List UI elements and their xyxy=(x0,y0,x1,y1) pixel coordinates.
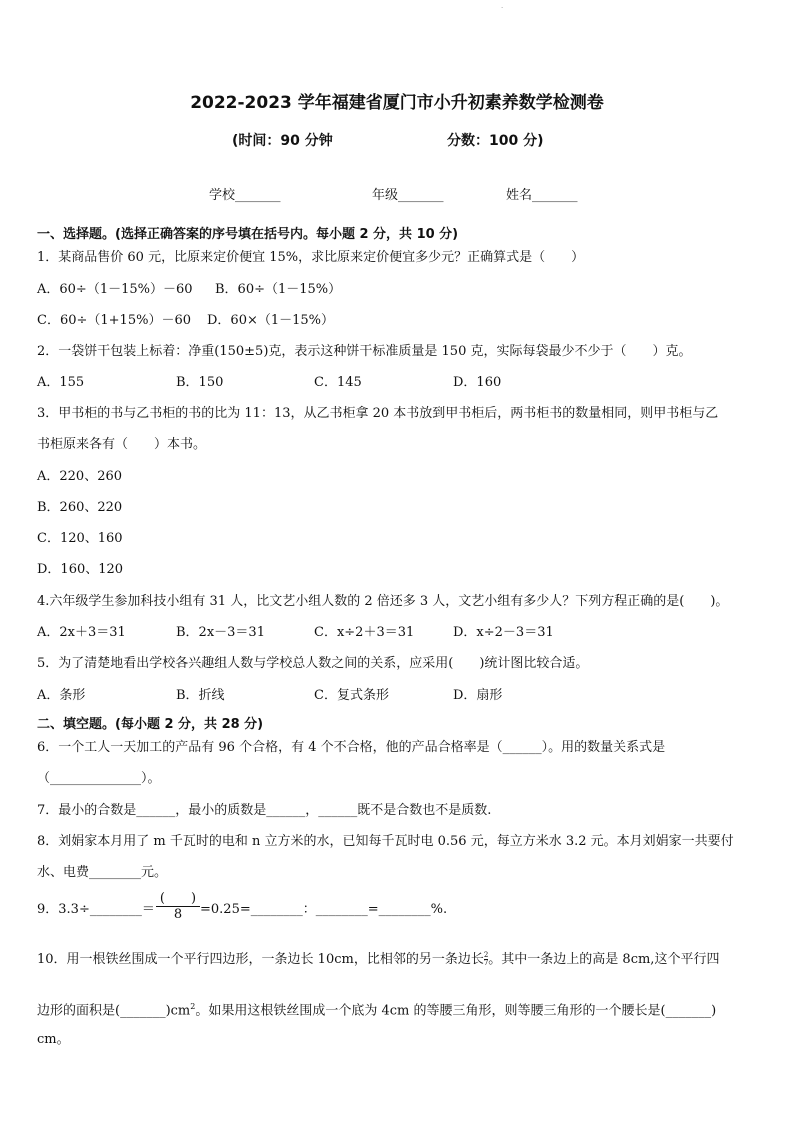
page-title: 2022-2023 学年福建省厦门市小升初素养数学检测卷 xyxy=(190,93,604,113)
q10-line2 xyxy=(37,999,716,1019)
q10-fraction-denominator: 7 xyxy=(483,959,489,967)
exam-score: 分数：100 分) xyxy=(447,133,544,149)
q3-stem-line1: 3．甲书柜的书与乙书柜的书的比为 11：13，从乙书柜拿 20 本书放到甲书柜后，两书柜书的数量相同，则甲书柜与乙 xyxy=(37,406,719,421)
q9-fraction-denominator: 8 xyxy=(156,906,200,922)
q10-line2-part-b: 。如果用这根铁丝围成一个底为 4cm 的等腰三角形，则等腰三角形的一个腰长是(_______) xyxy=(195,1003,717,1019)
q9-fraction-numerator: ( ) xyxy=(159,891,197,906)
section-heading-fill: 二、填空题。(每小题 2 分，共 28 分) xyxy=(37,717,264,732)
q5-stem: 5．为了清楚地看出学校各兴趣组人数与学校总人数之间的关系，应采用( )统计图比较合适。 xyxy=(37,656,589,671)
q3-option-d: D．160、120 xyxy=(37,562,124,577)
q10-line2-part-a: 边形的面积是(_______)cm xyxy=(37,1003,191,1019)
q2-option-d: D．160 xyxy=(453,375,502,390)
q9-fraction xyxy=(156,887,200,922)
q3-option-c: C．120、160 xyxy=(37,531,123,546)
q7-text: 7．最小的合数是______，最小的质数是______，______既不是合数也不是质数. xyxy=(37,803,492,818)
q5-option-b: B．折线 xyxy=(176,688,225,703)
q6-line2: （______________）。 xyxy=(37,771,161,786)
q10-line3: cm。 xyxy=(37,1032,70,1047)
q6-line1: 6．一个工人一天加工的产品有 96 个合格，有 4 个不合格，他的产品合格率是（______）。用的数量关系式是 xyxy=(37,740,666,755)
q8-line2: 水、电费________元。 xyxy=(37,865,168,880)
q9-left: 9．3.3÷________＝ xyxy=(37,902,155,917)
name-field: 姓名_______ xyxy=(506,188,578,203)
q10-line1-part-a: 10．用一根铁丝围成一个平行四边形，一条边长 10cm，比相邻的另一条边长 xyxy=(37,952,484,967)
q4-option-a: A．2x＋3＝31 xyxy=(37,625,126,640)
q10-line1 xyxy=(37,952,719,968)
q1-stem: 1．某商品售价 60 元，比原来定价便宜 15%，求比原来定价便宜多少元？正确算式是（ ） xyxy=(37,250,585,265)
section-heading-choice: 一、选择题。(选择正确答案的序号填在括号内。每小题 2 分，共 10 分) xyxy=(37,227,459,242)
q5-option-c: C．复式条形 xyxy=(314,688,389,703)
q4-option-c: C．x÷2＋3＝31 xyxy=(314,625,415,640)
school-field: 学校_______ xyxy=(209,188,281,203)
q1-option-d: D．60×（1－15%） xyxy=(207,313,335,328)
q3-stem-line2: 书柜原来各有（ ）本书。 xyxy=(37,437,207,452)
q2-option-a: A．155 xyxy=(37,375,85,390)
grade-field: 年级_______ xyxy=(372,188,444,203)
q4-option-b: B．2x－3＝31 xyxy=(176,625,265,640)
q4-stem: 4.六年级学生参加科技小组有 31 人，比文艺小组人数的 2 倍还多 3 人，文艺小组有多少人？下列方程正确的是( )。 xyxy=(37,594,729,609)
q2-stem: 2．一袋饼干包装上标着：净重(150±5)克，表示这种饼干标准质量是 150 克，实际每袋最少不少于（ ）克。 xyxy=(37,344,692,359)
q2-option-c: C．145 xyxy=(314,375,362,390)
q5-option-d: D．扇形 xyxy=(453,688,503,703)
q10-line1-part-b: 。其中一条边上的高是 8cm,这个平行四 xyxy=(488,952,720,967)
q9-right: =0.25=________：________=________%. xyxy=(200,902,448,917)
q5-option-a: A．条形 xyxy=(37,688,86,703)
q4-option-d: D．x÷2－3＝31 xyxy=(453,625,554,640)
q1-option-a: A．60÷（1－15%）－60 xyxy=(37,282,193,297)
q3-option-b: B．260、220 xyxy=(37,500,123,515)
exam-time: (时间：90 分钟 xyxy=(232,133,333,149)
q3-option-a: A．220、260 xyxy=(37,469,123,484)
q8-line1: 8．刘娟家本月用了 m 千瓦时的电和 n 立方米的水，已知每千瓦时电 0.56 元，每立方米水 3.2 元。本月刘娟家一共要付 xyxy=(37,834,734,849)
q1-option-b: B．60÷（1－15%） xyxy=(215,282,342,297)
q1-option-c: C．60÷（1+15%）－60 xyxy=(37,313,191,328)
page-mark: · xyxy=(501,4,504,12)
q10-superscript: 2 xyxy=(190,1002,196,1011)
q2-option-b: B．150 xyxy=(176,375,224,390)
q10-fraction-numerator: 2 xyxy=(483,951,489,959)
